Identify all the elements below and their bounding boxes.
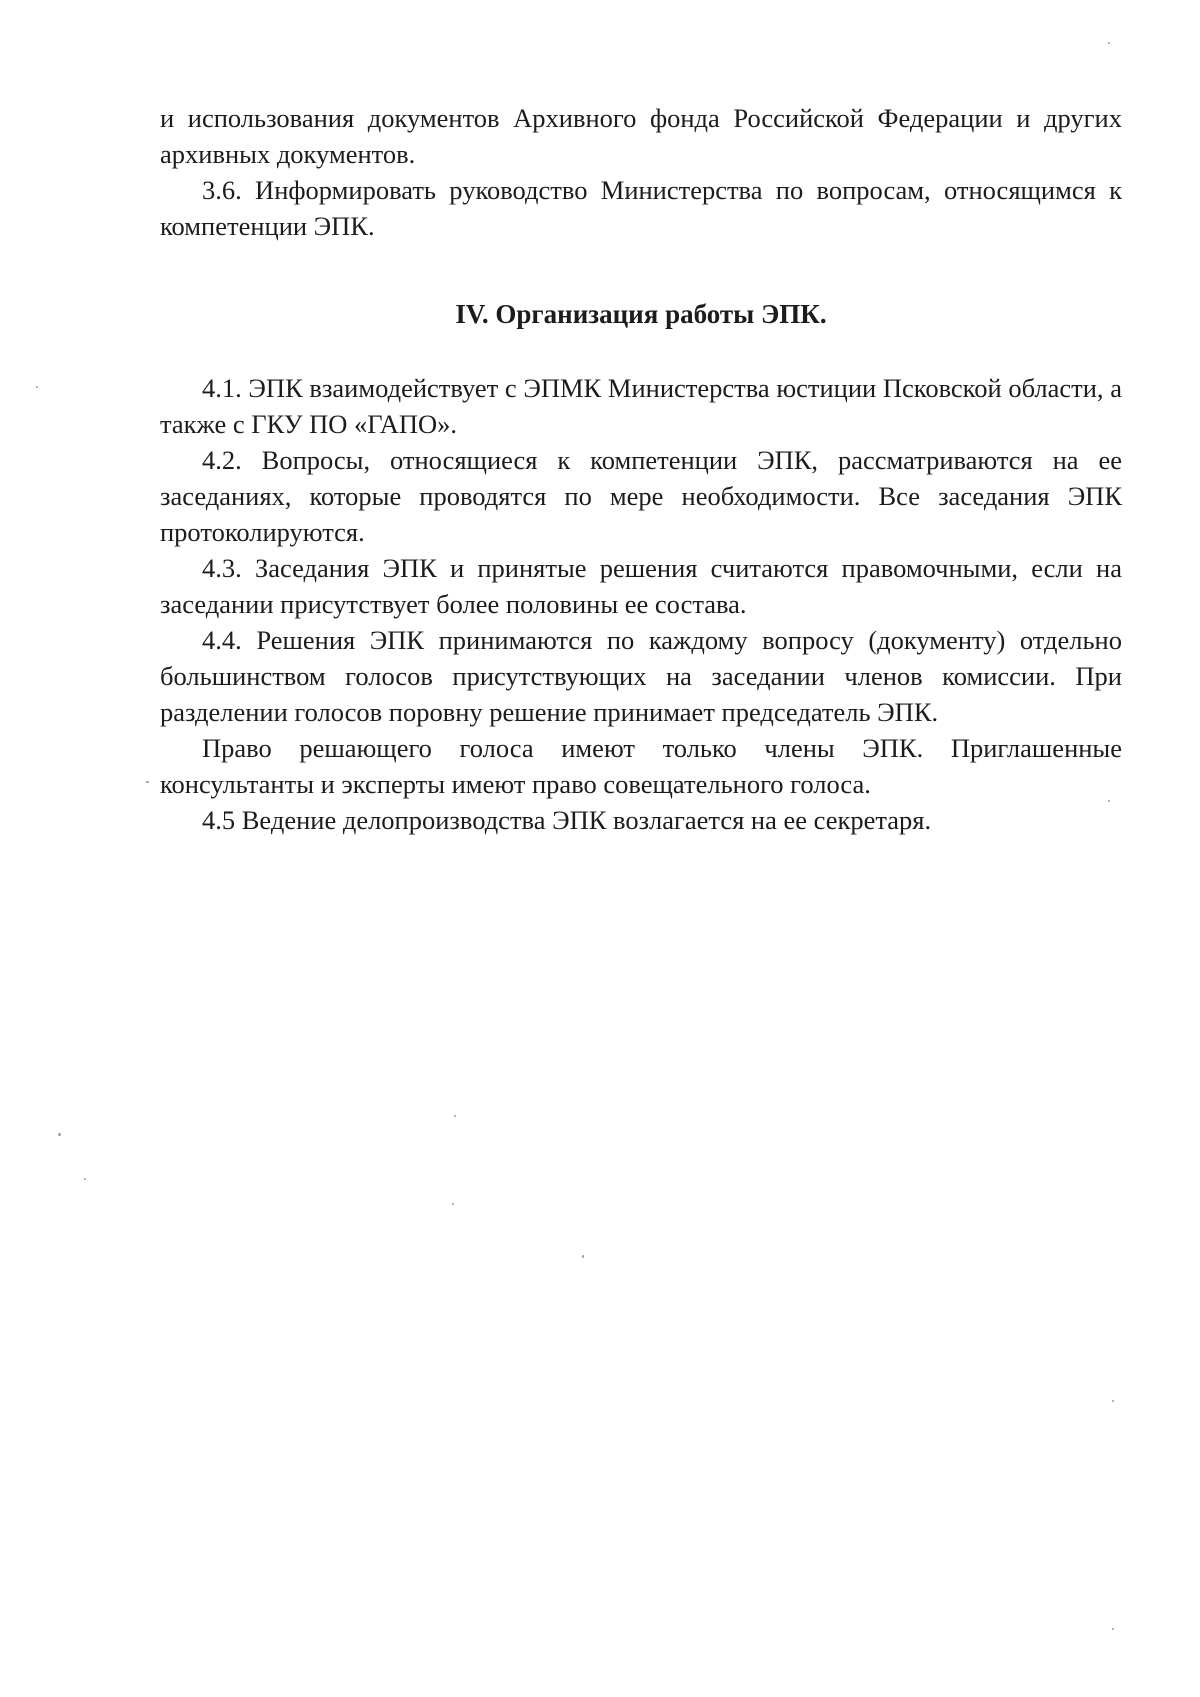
section-heading: IV. Организация работы ЭПК. xyxy=(455,299,827,329)
scan-speck xyxy=(1112,1400,1114,1402)
scan-speck xyxy=(1112,1628,1114,1630)
scan-speck xyxy=(84,1178,86,1180)
scan-speck xyxy=(36,386,38,388)
paragraph-voting-right: Право решающего голоса имеют только члены ЭПК. Приглашенные консультанты и эксперты имеют право совещательного голоса. xyxy=(160,733,1122,799)
paragraph-4-1: 4.1. ЭПК взаимодействует с ЭПМК Министерства юстиции Псковской области, а также с ГКУ ПО «ГАПО». xyxy=(160,373,1122,439)
scan-speck xyxy=(1108,800,1110,802)
paragraph-4-5: 4.5 Ведение делопроизводства ЭПК возлагается на ее секретаря. xyxy=(202,805,932,835)
paragraph-4-4: 4.4. Решения ЭПК принимаются по каждому вопросу (документу) отдельно большинством голосов присутствующих на заседании членов комиссии. При разделении голосов поровну решение принимает председатель ЭПК. xyxy=(160,625,1122,727)
scan-speck xyxy=(58,1133,61,1136)
scan-speck xyxy=(452,1203,454,1205)
scan-speck xyxy=(1108,42,1110,44)
paragraph-4-2: 4.2. Вопросы, относящиеся к компетенции ЭПК, рассматриваются на ее заседаниях, которые проводятся по мере необходимости. Все заседания ЭПК протоколируются. xyxy=(160,445,1122,547)
paragraph-4-3: 4.3. Заседания ЭПК и принятые решения считаются правомочными, если на заседании присутствует более половины ее состава. xyxy=(160,553,1122,619)
scan-speck xyxy=(146,781,149,783)
paragraph-continuation: и использования документов Архивного фонда Российской Федерации и других архивных документов. xyxy=(160,103,1122,169)
paragraph-3-6: 3.6. Информировать руководство Министерства по вопросам, относящимся к компетенции ЭПК. xyxy=(160,175,1122,241)
scan-speck xyxy=(582,1255,584,1258)
document-body xyxy=(160,100,1122,838)
scan-speck xyxy=(454,1115,456,1117)
